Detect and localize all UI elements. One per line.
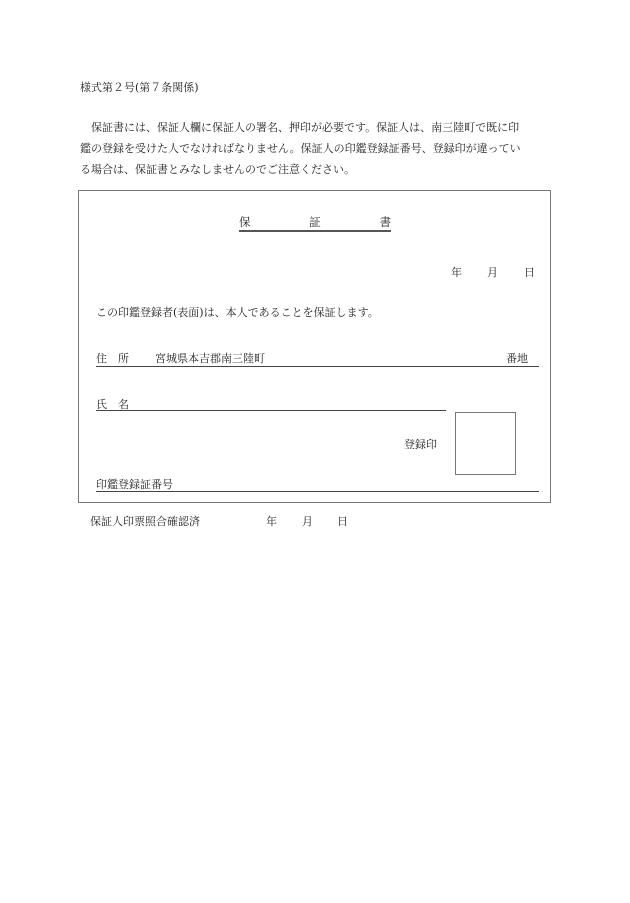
name-label: 氏 名 <box>96 398 129 411</box>
notice-line: 保証書には、保証人欄に保証人の署名、押印が必要です。保証人は、南三陸町で既に印 <box>80 121 520 134</box>
form-number: 様式第２号(第７条関係) <box>80 81 199 94</box>
notice-line: 鑑の登録を受けた人でなければなりません。保証人の印鑑登録証番号、登録印が違ってい <box>80 142 521 155</box>
date-month: 月 <box>487 266 498 279</box>
title-char: 書 <box>379 215 391 229</box>
address-label: 住 所 <box>96 352 129 365</box>
date-year: 年 <box>451 266 462 279</box>
title-char: 証 <box>309 215 321 229</box>
certificate-title <box>239 217 391 232</box>
verification-year: 年 <box>266 515 277 528</box>
address-suffix: 番地 <box>506 352 528 365</box>
seal-label: 登録印 <box>404 438 437 451</box>
address-field[interactable] <box>96 366 539 367</box>
verification-day: 日 <box>337 515 348 528</box>
registration-number-field[interactable] <box>96 491 539 492</box>
guarantee-statement: この印鑑登録者(表面)は、本人であることを保証します。 <box>96 306 379 319</box>
seal-box[interactable] <box>455 412 516 475</box>
verification-label: 保証人印票照合確認済 <box>90 515 200 528</box>
verification-month: 月 <box>302 515 313 528</box>
title-char: 保 <box>239 215 251 229</box>
name-field[interactable] <box>96 410 446 411</box>
registration-number-label: 印鑑登録証番号 <box>96 478 173 491</box>
address-prefix: 宮城県本吉郡南三陸町 <box>155 352 265 365</box>
notice-line: る場合は、保証書とみなしませんのでご注意ください。 <box>80 163 355 176</box>
notice-paragraph <box>80 117 550 180</box>
date-day: 日 <box>524 266 535 279</box>
